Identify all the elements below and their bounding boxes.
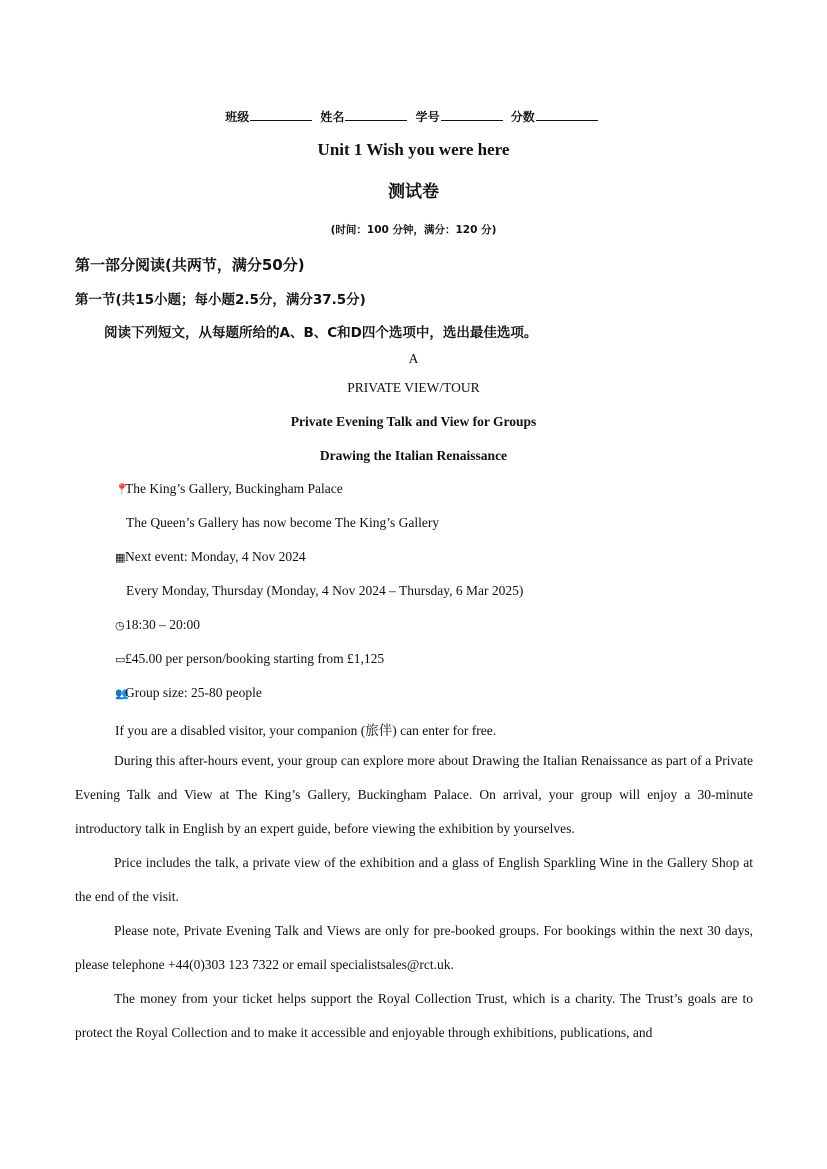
passage-letter: A bbox=[408, 351, 419, 366]
instruction: 阅读下列短文，从每题所给的A、B、C和D四个选项中，选出最佳选项。 bbox=[104, 325, 538, 341]
passage-paragraph: Please note, Private Evening Talk and Views are only for pre-booked groups. For bookings within the next 30 days, please telephone +44(0)303 123 7322 or email specialistsales@rct.uk. bbox=[75, 923, 753, 972]
id-label: 学号 bbox=[415, 110, 440, 124]
passage-paragraph: Price includes the talk, a private view of the exhibition and a glass of English Sparkling Wine in the Gallery Shop at the end of the visit. bbox=[75, 855, 753, 904]
info-schedule: Every Monday, Thursday (Monday, 4 Nov 2024 – Thursday, 6 Mar 2025) bbox=[126, 583, 524, 598]
passage-paragraph: During this after-hours event, your group can explore more about Drawing the Italian Renaissance as part of a Private Evening Talk and View at The King’s Gallery, Buckingham Palace. On arrival, your group will enjoy a 30-minute introductory talk in English by an expert guide, before viewing the exhibition by yourselves. bbox=[75, 753, 753, 836]
info-text: 18:30 – 20:00 bbox=[125, 617, 201, 632]
info-text: Next event: Monday, 4 Nov 2024 bbox=[125, 549, 306, 564]
info-next-event bbox=[115, 549, 306, 565]
calendar-icon: ▦ bbox=[115, 552, 126, 564]
info-text: Group size: 25-80 people bbox=[125, 685, 262, 700]
score-label: 分数 bbox=[510, 110, 535, 124]
passage-paragraph: The money from your ticket helps support the Royal Collection Trust, which is a charity. The Trust’s goals are to protect the Royal Collection and to make it accessible and enjoyable through exhibitions, publications, and bbox=[75, 991, 753, 1040]
group-icon: 👥 bbox=[115, 688, 129, 700]
info-gallery-note: The Queen’s Gallery has now become The King’s Gallery bbox=[126, 515, 440, 530]
class-blank[interactable] bbox=[250, 108, 312, 121]
info-price bbox=[115, 651, 384, 667]
location-pin-icon: 📍 bbox=[115, 484, 129, 496]
clock-icon: ◷ bbox=[115, 620, 125, 632]
info-location bbox=[115, 481, 343, 497]
part-heading: 第一部分阅读(共两节，满分50分) bbox=[75, 256, 305, 274]
name-blank[interactable] bbox=[345, 108, 407, 121]
passage-subheading: Drawing the Italian Renaissance bbox=[319, 448, 508, 463]
info-text: £45.00 per person/booking starting from £1,125 bbox=[125, 651, 385, 666]
page-title: Unit 1 Wish you were here bbox=[317, 140, 510, 159]
info-text: The King’s Gallery, Buckingham Palace bbox=[125, 481, 343, 496]
passage-subheading: Private Evening Talk and View for Groups bbox=[290, 414, 537, 429]
info-time bbox=[115, 617, 200, 633]
score-blank[interactable] bbox=[536, 108, 598, 121]
info-disabled-note: If you are a disabled visitor, your companion (旅伴) can enter for free. bbox=[115, 723, 497, 738]
class-label: 班级 bbox=[225, 110, 250, 124]
info-group-size bbox=[115, 685, 262, 701]
name-label: 姓名 bbox=[320, 110, 345, 124]
ticket-icon: ▭ bbox=[115, 654, 126, 666]
page-subtitle: 测试卷 bbox=[388, 182, 439, 202]
passage-heading: PRIVATE VIEW/TOUR bbox=[347, 380, 480, 395]
time-note: (时间：100 分钟，满分：120 分) bbox=[330, 224, 497, 236]
id-blank[interactable] bbox=[441, 108, 503, 121]
student-info-line bbox=[0, 108, 827, 125]
section-heading: 第一节(共15小题；每小题2.5分，满分37.5分) bbox=[75, 292, 366, 308]
